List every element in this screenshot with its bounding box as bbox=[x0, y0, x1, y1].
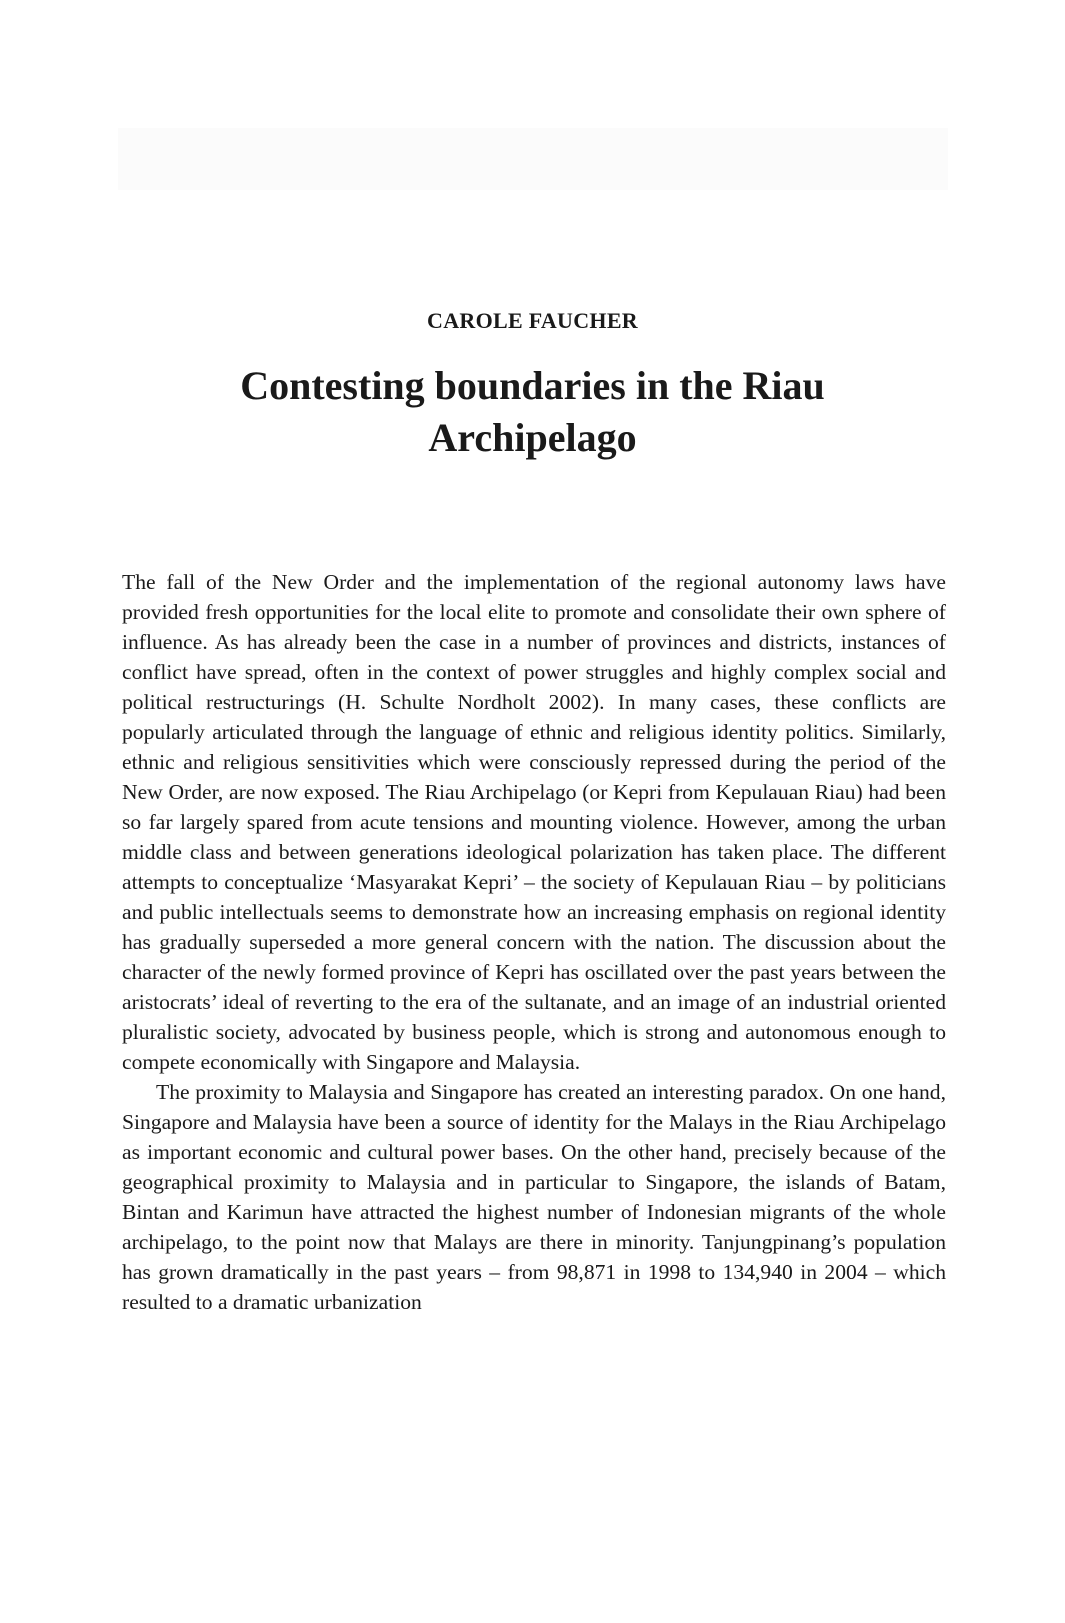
header-band bbox=[118, 128, 948, 190]
body-text bbox=[122, 567, 946, 1317]
paragraph-1: The fall of the New Order and the implementation of the regional autonomy laws have provided fresh opportunities for the local elite to promote and consolidate their own sphere of influence. As has already been the case in a number of provinces and districts, instances of conflict have spread, often in the context of power struggles and highly complex social and political restructurings (H. Schulte Nordholt 2002). In many cases, these conflicts are popularly articulated through the language of ethnic and religious identity politics. Similarly, ethnic and religious sensitivities which were consciously repressed during the period of the New Order, are now exposed. The Riau Archipelago (or Kepri from Kepulauan Riau) had been so far largely spared from acute tensions and mounting violence. However, among the urban middle class and between generations ideological polarization has taken place. The different attempts to conceptualize ‘Masyarakat Kepri’ – the society of Kepulauan Riau – by politicians and public intellectuals seems to demonstrate how an increasing emphasis on regional identity has gradually superseded a more general concern with the nation. The discussion about the character of the newly formed province of Kepri has oscillated over the past years between the aristocrats’ ideal of reverting to the era of the sultanate, and an image of an industrial oriented pluralistic society, advocated by business people, which is strong and autonomous enough to compete economically with Singapore and Malaysia. bbox=[122, 570, 946, 1074]
author-name: CAROLE FAUCHER bbox=[427, 308, 638, 333]
chapter-title: Contesting boundaries in the Riau Archipelago bbox=[240, 363, 825, 460]
paragraph-2: The proximity to Malaysia and Singapore has created an interesting paradox. On one hand, Singapore and Malaysia have been a source of identity for the Malays in the Riau Archipelago as important economic and cultural power bases. On the other hand, precisely because of the geographical proximity to Malaysia and in particular to Singapore, the islands of Batam, Bintan and Karimun have attracted the highest number of Indonesian migrants of the whole archipelago, to the point now that Malays are there in minority. Tanjungpinang’s population has grown dramatically in the past years – from 98,871 in 1998 to 134,940 in 2004 – which resulted to a dramatic urbanization bbox=[122, 1080, 946, 1314]
